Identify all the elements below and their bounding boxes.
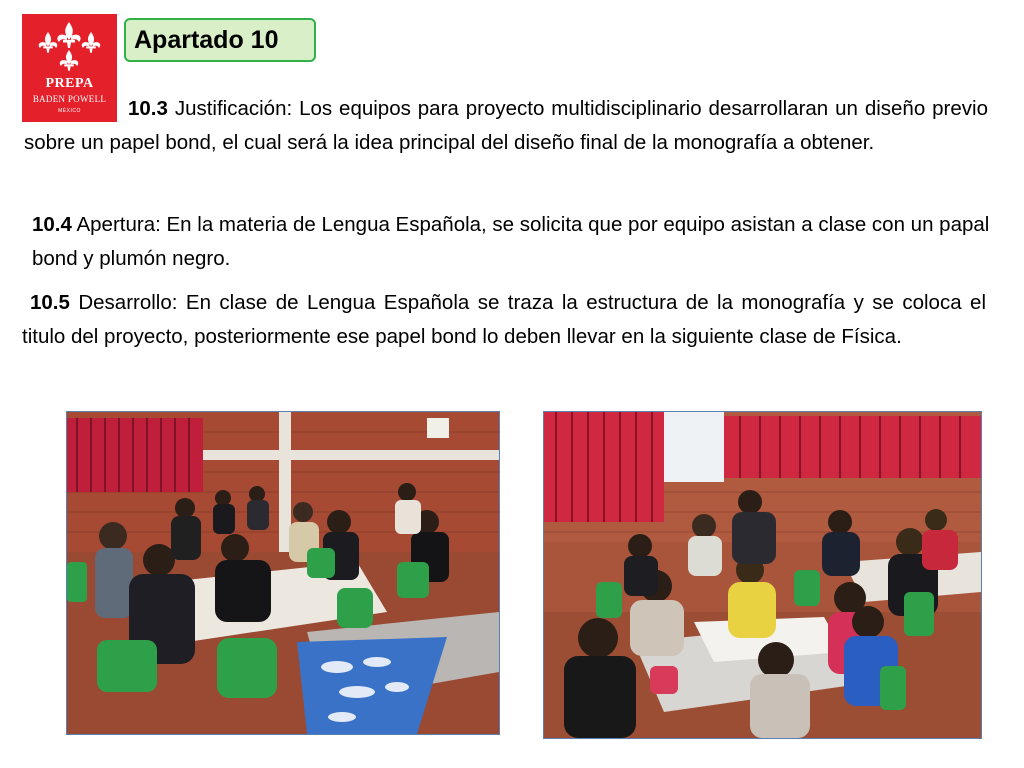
logo-name: PREPA	[45, 76, 94, 91]
section-title-badge: Apartado 10	[124, 18, 316, 62]
section-10-4-paragraph	[32, 208, 1000, 276]
logo-country: MÉXICO	[58, 108, 81, 114]
classroom-photo-1	[66, 411, 500, 735]
section-10-5-paragraph	[22, 286, 986, 354]
fleur-de-lis-icon	[22, 18, 117, 78]
section-text: Apertura: En la materia de Lengua Española, se solicita que por equipo asistan a clase con un papal bond y plumón negro.	[32, 213, 990, 270]
logo-subtitle: BADEN POWELL	[32, 94, 107, 104]
section-10-3-paragraph	[24, 92, 988, 160]
section-text: Desarrollo: En clase de Lengua Española se traza la estructura de la monografía y se coloca el titulo del proyecto, posteriormente ese papel bond lo deben llevar en la siguiente clase de Física.	[22, 291, 986, 348]
section-text: Justificación: Los equipos para proyecto multidisciplinario desarrollaran un diseño previo sobre un papel bond, el cual será la idea principal del diseño final de la monografía a obtener.	[24, 97, 988, 154]
classroom-photo-2	[543, 411, 982, 739]
section-number: 10.3	[128, 97, 168, 120]
section-number: 10.5	[30, 291, 70, 314]
section-number: 10.4	[32, 213, 72, 236]
